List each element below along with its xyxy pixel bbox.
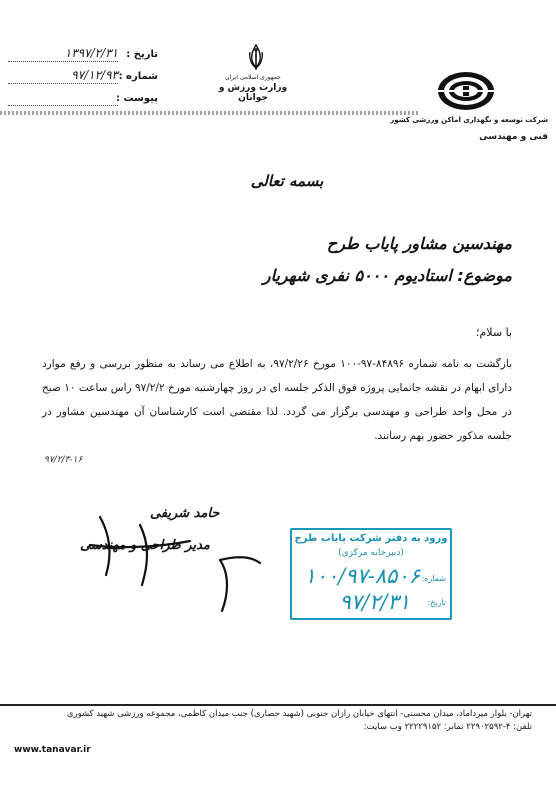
iran-emblem-icon	[248, 44, 264, 70]
greeting: با سلام؛	[476, 326, 512, 339]
footer-rule	[0, 704, 556, 706]
ministry-country-label: جمهوری اسلامی ایران	[225, 74, 281, 81]
attachment-label: پیوست :	[115, 93, 158, 104]
signatory-name: حامد شریفی	[150, 506, 220, 521]
footer	[12, 708, 532, 734]
date-label: تاریخ :	[126, 49, 158, 60]
date-value: ۱۳۹۷/۲/۳۱	[64, 46, 118, 60]
number-label: شماره :	[118, 71, 158, 82]
company-name: شرکت توسعه و نگهداری اماکن ورزشی کشور	[390, 116, 548, 124]
attachment-row	[8, 88, 158, 110]
footer-phones: تلفن: ۴-۲۲۹۰۲۵۹۲ نمابر: ۲۲۲۲۹۱۵۲ وب سایت:	[363, 722, 532, 732]
ministry-name: وزارت ورزش و جوانان	[218, 83, 288, 103]
company-logo-icon	[436, 70, 496, 112]
company-department: فنی و مهندسی	[479, 132, 548, 142]
footer-website-link[interactable]: www.tanavar.ir	[14, 745, 91, 755]
stamp-number-label: شماره:	[421, 574, 446, 583]
footer-address: تهران- بلوار میرداماد، میدان محسنی- انتهای خیابان رازان جنوبی (شهید حصاری) جنب میدان کاظمی، مجموعه ورزشی شهید کشوری	[66, 709, 532, 719]
number-value: ۹۷/۱۲/۹۳	[71, 68, 118, 82]
stamp-date-label: تاریخ:	[427, 598, 446, 607]
handwritten-note: ۹۷/۲/۳-۱۶	[44, 455, 83, 465]
recipient: مهندسین مشاور پایاب طرح	[326, 234, 512, 253]
header-divider	[0, 111, 420, 115]
attachment-dotted-line	[8, 105, 118, 106]
ministry-block	[214, 44, 298, 103]
number-row	[8, 66, 158, 88]
stamp-number-value: ۱۰۰/۹۷-۸۵۰۶	[304, 564, 420, 588]
date-row	[8, 44, 158, 66]
letter-body: بازگشت به نامه شماره ۸۴۸۹۶-۹۷-۱۰۰ مورخ ۹۷/۲/۲۶، به اطلاع می رساند به منظور بررسی و رفع موارد دارای ابهام در نقشه جانمایی پروژه فوق الذکر جلسه ای در روز چهارشنبه مورخ ۹۷/۲/۲ راس ساعت ۱۰ صبح در محل واحد طراحی و مهندسی برگزار می گردد. لذا مقتضی است کارشناسان آن مهندسین مشاور در جلسه مذکور حضور بهم رسانند.	[42, 358, 513, 442]
receipt-stamp	[290, 528, 452, 620]
stamp-subtitle: (دبیرخانه مرکزی)	[338, 548, 404, 558]
signatory-title: مدیر طراحی و مهندسی	[80, 538, 210, 553]
subject-line: موضوع: استادیوم ۵۰۰۰ نفری شهریار	[262, 266, 512, 285]
handwritten-signature-icon	[70, 505, 270, 615]
stamp-title: ورود به دفتر شرکت پایاب طرح	[294, 533, 448, 544]
letter-meta	[8, 44, 158, 110]
company-block	[390, 70, 548, 154]
stamp-date-value: ۹۷/۲/۳۱	[339, 590, 410, 614]
bismillah-heading: بسمه تعالی	[250, 172, 324, 190]
